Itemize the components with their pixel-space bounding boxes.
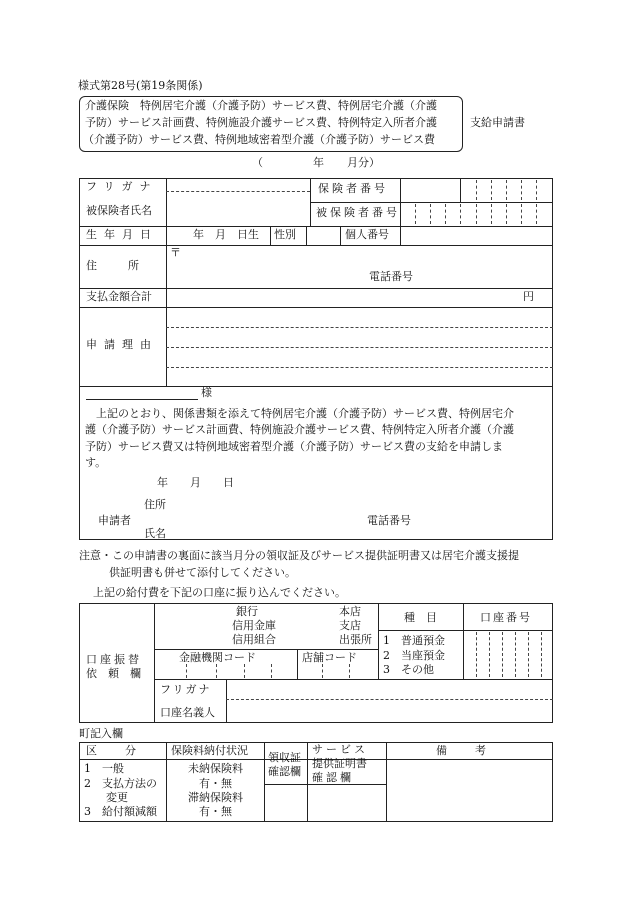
reason-label: 申請理由 [86,338,158,351]
premium-unpaid: 未納保険料 [188,762,243,775]
branch-type-office: 出張所 [339,633,372,646]
yen-label: 円 [523,290,534,303]
declaration-line-3: 予防）サービス費又は特例地域密着型介護（介護予防）サービス費の支給を申請しま [85,440,503,453]
birthdate-label: 生年月日 [86,228,158,241]
inst-type-bank: 銀行 [236,605,258,618]
declaration-line-2: 護（介護予防）サービス計画費、特例施設介護サービス費、特例特定入所者介護（介護 [85,423,514,436]
personal-number-label: 個人番号 [345,228,389,241]
period-month: 月分） [347,156,380,169]
sex-label: 性別 [274,228,296,241]
title-line-1: 介護保険 特例居宅介護（介護予防）サービス費、特例居宅介護（介護 [85,99,437,112]
category-payment-change: 2 支払方法の [84,777,157,790]
header-service-2: 提供証明書 [312,757,367,770]
branch-code-label: 店舗コード [302,651,357,664]
inst-code-label: 金融機関コード [179,651,256,664]
form-number: 様式第28号(第19条関係) [78,79,203,92]
premium-arrears-yesno: 有・無 [199,805,232,818]
premium-arrears: 滞納保険料 [188,791,243,804]
insured-number-label: 被保険者番号 [316,206,400,219]
header-service-1: サービス [312,743,368,756]
bank-intro: 上記の給付費を下記の口座に振り込んでください。 [93,586,346,599]
insurer-number-label: 保険者番号 [318,182,388,195]
applicant-name-label: 氏名 [144,527,166,540]
category-benefit-reduction: 3 給付額減額 [84,805,157,818]
header-remarks: 備 考 [436,744,488,757]
notice-line-2: 供証明書も併せて添付してください。 [109,566,296,579]
address-label: 住 所 [86,259,142,272]
applicant-label: 申請者 [98,514,131,527]
period-year: 年 [313,156,324,169]
period-open: （ [252,156,263,169]
category-payment-change-2: 変更 [84,791,128,804]
account-furigana-label: フリガナ [160,683,212,696]
declaration-line-4: す。 [85,456,107,469]
account-number-header: 口座番号 [480,611,532,624]
header-receipt-2: 確認欄 [268,765,301,778]
title-line-3: （介護予防）サービス費、特例地域密着型介護（介護予防）サービス費 [83,133,435,146]
bank-section-label-1: 口座振替 [86,653,142,666]
bank-section-label-2: 依 頼 欄 [86,667,141,680]
inst-type-kumiai: 信用組合 [232,633,276,646]
birthdate-ymd: 年 月 日生 [193,228,259,241]
furigana-label: フリガナ [86,180,158,193]
type-current: 2 当座預金 [383,649,445,662]
branch-type-main: 本店 [339,605,361,618]
title-line-2: 予防）サービス計画費、特例施設介護サービス費、特例特定入所者介護 [85,116,437,129]
header-receipt-1: 領収証 [268,751,301,764]
addressee-suffix: 様 [201,386,212,399]
notice-line-1: 注意・この申請書の裏面に該当月分の領収証及びサービス提供証明書又は居宅介護支援提 [79,549,519,562]
premium-unpaid-yesno: 有・無 [199,777,232,790]
type-header: 種 目 [404,611,437,624]
insured-name-label: 被保険者氏名 [86,204,152,217]
title-suffix: 支給申請書 [470,116,525,129]
header-category: 区 分 [86,744,138,757]
declaration-line-1: 上記のとおり、関係書類を添えて特例居宅介護（介護予防）サービス費、特例居宅介 [96,407,514,420]
phone-label: 電話番号 [369,270,413,283]
type-ordinary: 1 普通預金 [383,634,445,647]
branch-type-branch: 支店 [339,619,361,632]
account-holder-label: 口座名義人 [160,706,215,719]
postal-mark: 〒 [170,246,181,259]
town-section-title: 町記入欄 [79,727,123,740]
total-label: 支払金額合計 [86,290,152,303]
header-service-3: 確認欄 [312,771,354,784]
type-other: 3 その他 [383,663,434,676]
header-premium: 保険料納付状況 [171,744,248,757]
applicant-phone-label: 電話番号 [367,514,411,527]
applicant-address-label: 住所 [144,498,166,511]
inst-type-shinkin: 信用金庫 [232,619,276,632]
declaration-date: 年 月 日 [157,476,234,489]
category-general: 1 一般 [84,762,124,775]
